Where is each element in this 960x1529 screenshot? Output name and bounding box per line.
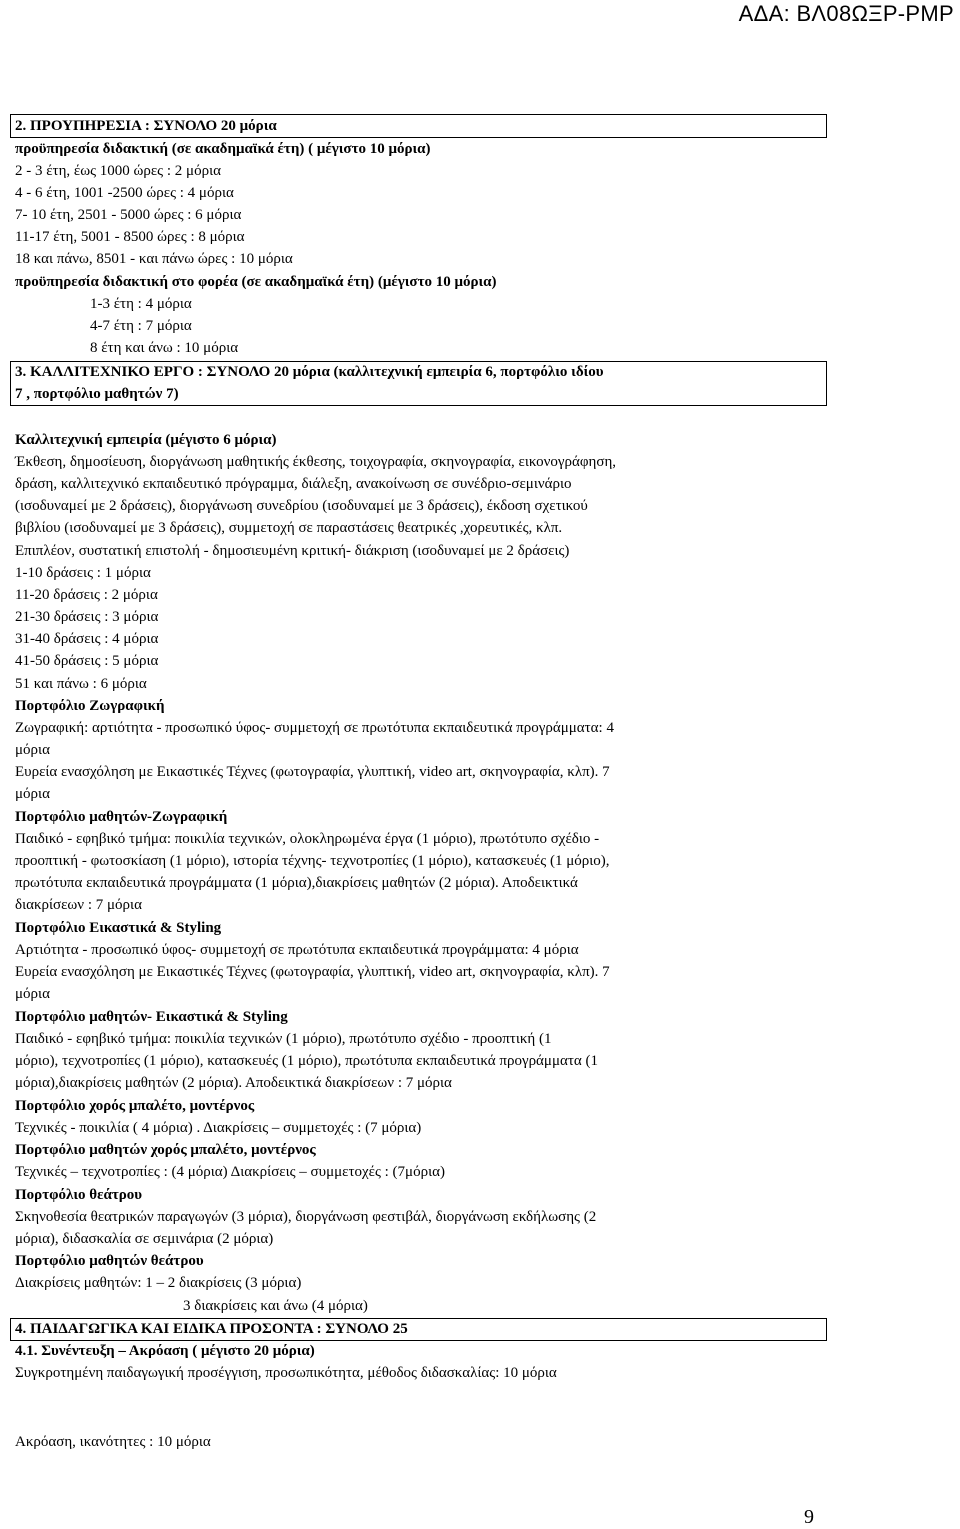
teaching-experience-heading: προϋπηρεσία διδακτική (σε ακαδημαϊκά έτη) ( μέγιστο 10 μόρια): [15, 141, 431, 157]
teaching-experience-item: 11-17 έτη, 5001 - 8500 ώρες : 8 μόρια: [15, 229, 245, 245]
students-theatre-text: 3 διακρίσεις και άνω (4 μόρια): [183, 1298, 368, 1314]
actions-score-item: 21-30 δράσεις : 3 μόρια: [15, 609, 159, 625]
students-painting-text: προοπτική - φωτοσκίαση (1 μόριο), ιστορία τέχνης- τεχνοτροπίες (1 μόριο), κατασκευές (1 μόριο),: [15, 853, 610, 869]
students-painting-heading: Πορτφόλιο μαθητών-Ζωγραφική: [15, 809, 228, 825]
painting-portfolio-text: μόρια: [15, 786, 50, 802]
painting-portfolio-text: Ζωγραφική: αρτιότητα - προσωπικό ύφος- συμμετοχή σε πρωτότυπα εκπαιδευτικά προγράμματα: 4: [15, 720, 614, 736]
students-visual-styling-heading: Πορτφόλιο μαθητών- Εικαστικά & Styling: [15, 1009, 288, 1025]
students-painting-text: πρωτότυπα εκπαιδευτικά προγράμματα (1 μόρια),διακρίσεις μαθητών (2 μόρια). Αποδεικτικά: [15, 875, 578, 891]
artistic-experience-text: (ισοδυναμεί με 2 δράσεις), διοργάνωση συνεδρίου (ισοδυναμεί με 3 δράσεις), έκδοση σχετικού: [15, 498, 588, 514]
actions-score-item: 1-10 δράσεις : 1 μόρια: [15, 565, 151, 581]
teaching-experience-item: 4 - 6 έτη, 1001 -2500 ώρες : 4 μόρια: [15, 185, 234, 201]
section-3-title-continued: 7 , πορτφόλιο μαθητών 7): [15, 386, 179, 402]
theatre-portfolio-text: μόρια), διδασκαλία σε σεμινάρια (2 μόρια): [15, 1231, 274, 1247]
teaching-experience-item: 18 και πάνω, 8501 - και πάνω ώρες : 10 μόρια: [15, 251, 293, 267]
body-experience-heading: προϋπηρεσία διδακτική στο φορέα (σε ακαδημαϊκά έτη) (μέγιστο 10 μόρια): [15, 274, 497, 290]
dance-portfolio-text: Τεχνικές - ποικιλία ( 4 μόρια) . Διακρίσεις – συμμετοχές : (7 μόρια): [15, 1120, 422, 1136]
teaching-experience-item: 7- 10 έτη, 2501 - 5000 ώρες : 6 μόρια: [15, 207, 242, 223]
artistic-experience-text: Επιπλέον, συστατική επιστολή - δημοσιευμένη κριτική- διάκριση (ισοδυναμεί με 2 δράσεις): [15, 543, 570, 559]
artistic-experience-text: Έκθεση, δημοσίευση, διοργάνωση μαθητικής έκθεσης, τοιχογραφία, σκηνογραφία, εικονογράφηση,: [15, 454, 617, 470]
students-theatre-heading: Πορτφόλιο μαθητών θεάτρου: [15, 1253, 204, 1269]
actions-score-item: 11-20 δράσεις : 2 μόρια: [15, 587, 158, 603]
theatre-portfolio-text: Σκηνοθεσία θεατρικών παραγωγών (3 μόρια), διοργάνωση φεστιβάλ, διοργάνωση εκδήλωσης (2: [15, 1209, 597, 1225]
page-number: 9: [804, 1506, 814, 1528]
body-experience-item: 8 έτη και άνω : 10 μόρια: [90, 340, 239, 356]
artistic-experience-text: βιβλίου (ισοδυναμεί με 3 δράσεις), συμμετοχή σε παραστάσεις θεατρικές ,χορευτικές, κλπ.: [15, 520, 563, 536]
visual-styling-text: Αρτιότητα - προσωπικό ύφος- συμμετοχή σε πρωτότυπα εκπαιδευτικά προγράμματα: 4 μόρια: [15, 942, 579, 958]
painting-portfolio-heading: Πορτφόλιο Ζωγραφική: [15, 698, 165, 714]
students-dance-heading: Πορτφόλιο μαθητών χορός μπαλέτο, μοντέρνος: [15, 1142, 316, 1158]
theatre-portfolio-heading: Πορτφόλιο θεάτρου: [15, 1187, 143, 1203]
section-3-title: 3. ΚΑΛΛΙΤΕΧΝΙΚΟ ΕΡΓΟ : ΣΥΝΟΛΟ 20 μόρια (καλλιτεχνική εμπειρία 6, πορτφόλιο ιδίου: [15, 364, 604, 380]
students-visual-styling-text: Παιδικό - εφηβικό τμήμα: ποικιλία τεχνικών (1 μόριο), πρωτότυπο σχέδιο - προοπτική (1: [15, 1031, 552, 1047]
artistic-experience-text: δράση, καλλιτεχνικό εκπαιδευτικό πρόγραμμα, διάλεξη, ανακοίνωση σε συνέδριο-σεμινάριο: [15, 476, 572, 492]
students-theatre-text: Διακρίσεις μαθητών: 1 – 2 διακρίσεις (3 μόρια): [15, 1275, 302, 1291]
dance-portfolio-heading: Πορτφόλιο χορός μπαλέτο, μοντέρνος: [15, 1098, 255, 1114]
artistic-experience-heading: Καλλιτεχνική εμπειρία (μέγιστο 6 μόρια): [15, 432, 277, 448]
students-visual-styling-text: μόριο), τεχνοτροπίες (1 μόριο), κατασκευές (1 μόριο), πρωτότυπα εκπαιδευτικά προγράμματα (1: [15, 1053, 598, 1069]
interview-audition-heading: 4.1. Συνέντευξη – Ακρόαση ( μέγιστο 20 μόρια): [15, 1343, 315, 1359]
actions-score-item: 41-50 δράσεις : 5 μόρια: [15, 653, 159, 669]
body-experience-item: 1-3 έτη : 4 μόρια: [90, 296, 192, 312]
painting-portfolio-text: Ευρεία ενασχόληση με Εικαστικές Τέχνες (φωτογραφία, γλυπτική, video art, σκηνογραφία, κλπ). 7: [15, 764, 610, 780]
visual-styling-text: μόρια: [15, 986, 50, 1002]
section-4-title: 4. ΠΑΙΔΑΓΩΓΙΚΑ ΚΑΙ ΕΙΔΙΚΑ ΠΡΟΣΟΝΤΑ : ΣΥΝΟΛΟ 25: [15, 1321, 408, 1337]
painting-portfolio-text: μόρια: [15, 742, 50, 758]
interview-text: Συγκροτημένη παιδαγωγική προσέγγιση, προσωπικότητα, μέθοδος διδασκαλίας: 10 μόρια: [15, 1365, 557, 1381]
students-painting-text: Παιδικό - εφηβικό τμήμα: ποικιλία τεχνικών, ολοκληρωμένα έργα (1 μόριο), πρωτότυπο σχέδιο -: [15, 831, 600, 847]
visual-styling-text: Ευρεία ενασχόληση με Εικαστικές Τέχνες (φωτογραφία, γλυπτική, video art, σκηνογραφία, κλπ). 7: [15, 964, 610, 980]
visual-styling-heading: Πορτφόλιο Εικαστικά & Styling: [15, 920, 222, 936]
section-2-title: 2. ΠΡΟΥΠΗΡΕΣΙΑ : ΣΥΝΟΛΟ 20 μόρια: [15, 118, 277, 134]
body-experience-item: 4-7 έτη : 7 μόρια: [90, 318, 192, 334]
audition-text: Ακρόαση, ικανότητες : 10 μόρια: [15, 1434, 211, 1450]
students-dance-text: Τεχνικές – τεχνοτροπίες : (4 μόρια) Διακρίσεις – συμμετοχές : (7μόρια): [15, 1164, 445, 1180]
actions-score-item: 51 και πάνω : 6 μόρια: [15, 676, 147, 692]
teaching-experience-item: 2 - 3 έτη, έως 1000 ώρες : 2 μόρια: [15, 163, 221, 179]
actions-score-item: 31-40 δράσεις : 4 μόρια: [15, 631, 159, 647]
students-painting-text: διακρίσεων : 7 μόρια: [15, 897, 142, 913]
ada-code: ΑΔΑ: ΒΛ08ΩΞΡ-ΡΜΡ: [738, 1, 954, 26]
students-visual-styling-text: μόρια),διακρίσεις μαθητών (2 μόρια). Αποδεικτικά διακρίσεων : 7 μόρια: [15, 1075, 452, 1091]
